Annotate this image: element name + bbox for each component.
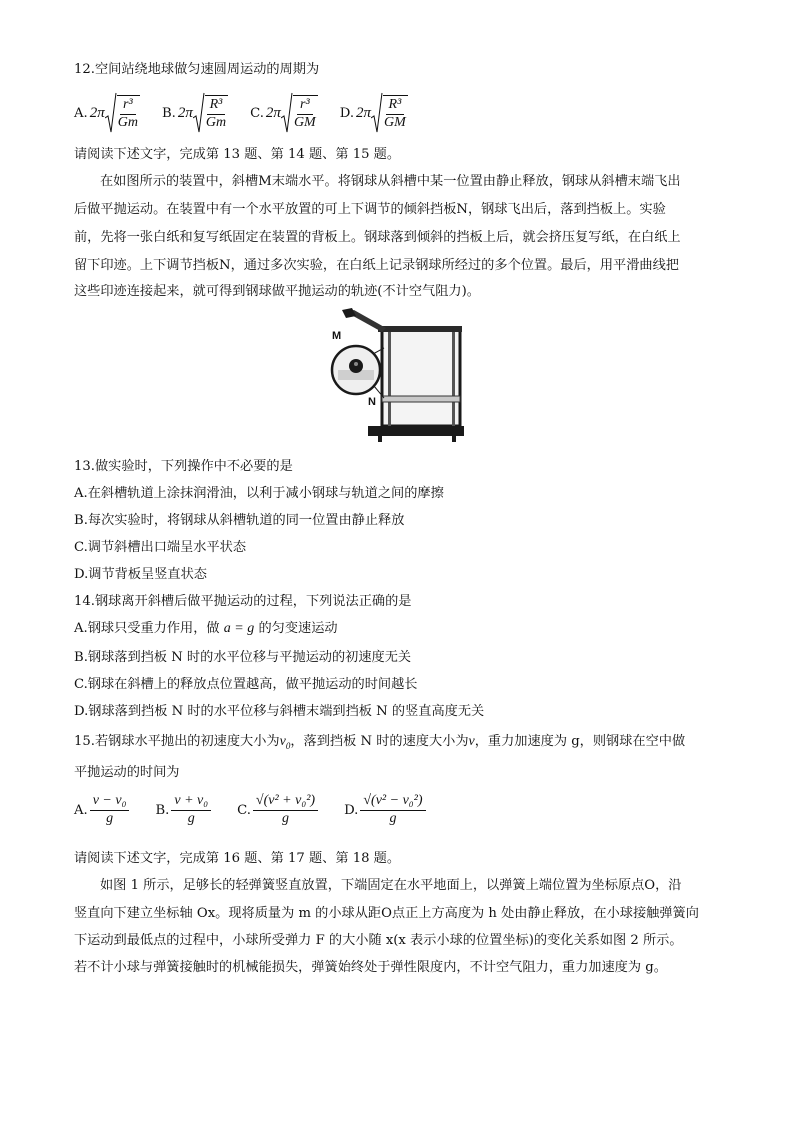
q15-v: v bbox=[468, 734, 475, 749]
q15-option-d-label: D. bbox=[344, 802, 359, 818]
q14-option-a-math: a = g bbox=[223, 621, 255, 636]
q15-stem-line-1 bbox=[74, 735, 685, 751]
q15-option-c-label: C. bbox=[237, 802, 251, 818]
sqrt-sign-icon bbox=[105, 92, 117, 134]
q15-option-b-label: B. bbox=[155, 802, 170, 818]
q14-option-b: B.钢球落到挡板 N 时的水平位移与平抛运动的初速度无关 bbox=[74, 650, 412, 665]
intro-13-15: 请阅读下述文字，完成第 13 题、第 14 题、第 15 题。 bbox=[74, 147, 401, 162]
q12-option-a-num: r³ bbox=[120, 98, 136, 115]
q15-options bbox=[74, 794, 448, 826]
q14-option-a-pre: A.钢球只受重力作用，做 bbox=[74, 621, 220, 636]
q15-option-a-label: A. bbox=[74, 802, 88, 818]
passage1-line-3: 前，先将一张白纸和复写纸固定在装置的背板上。钢球落到倾斜的挡板上后，就会挤压复写纸，在白纸上 bbox=[74, 230, 681, 245]
q12-option-c-num: r³ bbox=[297, 98, 313, 115]
q12-option-c bbox=[250, 92, 318, 134]
q14-option-a-post: 的匀变速运动 bbox=[258, 621, 338, 636]
q15-option-b bbox=[155, 794, 211, 826]
q15-option-c-frac bbox=[253, 794, 318, 826]
q12-option-a bbox=[74, 92, 140, 134]
q15-option-b-den: g bbox=[187, 810, 195, 826]
q12-option-d-prefix: 2π bbox=[356, 104, 372, 121]
apparatus-illustration bbox=[328, 308, 464, 448]
passage2-line-3: 下运动到最低点的过程中，小球所受弹力 F 的大小随 x(x 表示小球的位置坐标)的变化关系如图 2 所示。 bbox=[74, 933, 683, 948]
q15-option-a-num: v − v₀ bbox=[90, 794, 130, 811]
q12-option-b-den: Gm bbox=[205, 115, 227, 130]
q12-option-d-num: R³ bbox=[386, 98, 405, 115]
q12-option-c-prefix: 2π bbox=[265, 104, 281, 121]
q15-option-a-frac bbox=[90, 794, 130, 826]
sqrt-sign-icon bbox=[371, 92, 383, 134]
q15-option-b-num: v + v₀ bbox=[171, 794, 211, 811]
q15-option-a bbox=[74, 794, 129, 826]
passage1-line-5: 这些印迹连接起来，就可得到钢球做平抛运动的轨迹(不计空气阻力)。 bbox=[74, 284, 480, 299]
passage1-line-2: 后做平抛运动。在装置中有一个水平放置的可上下调节的倾斜挡板N，钢球飞出后，落到挡板上。实验 bbox=[74, 202, 666, 217]
q15-option-a-den: g bbox=[106, 810, 114, 826]
q12-option-b-radical bbox=[193, 92, 228, 134]
sqrt-sign-icon bbox=[193, 92, 205, 134]
q14-option-c: C.钢球在斜槽上的释放点位置越高，做平抛运动的时间越长 bbox=[74, 677, 418, 692]
q13-option-d: D.调节背板呈竖直状态 bbox=[74, 567, 207, 582]
intro-16-18: 请阅读下述文字，完成第 16 题、第 17 题、第 18 题。 bbox=[74, 851, 401, 866]
q15-v0-sub: 0 bbox=[285, 740, 291, 751]
q12-option-c-radical bbox=[281, 92, 318, 134]
q14-stem: 14.钢球离开斜槽后做平抛运动的过程，下列说法正确的是 bbox=[74, 594, 412, 609]
q13-stem: 13.做实验时，下列操作中不必要的是 bbox=[74, 459, 293, 474]
q15-stem-line-2: 平抛运动的时间为 bbox=[74, 765, 180, 780]
q15-option-c-den: g bbox=[282, 810, 289, 826]
q15-option-d bbox=[344, 794, 425, 826]
q12-option-c-den: GM bbox=[293, 115, 316, 130]
q15-stem-part-2: ，落到挡板 N 时的速度大小为 bbox=[290, 734, 469, 749]
q12-option-b bbox=[162, 92, 228, 134]
q15-option-c bbox=[237, 794, 318, 826]
passage2-line-4: 若不计小球与弹簧接触时的机械能损失，弹簧始终处于弹性限度内，不计空气阻力，重力加速度为 g。 bbox=[74, 960, 667, 975]
q12-option-a-radical bbox=[105, 92, 140, 134]
q12-option-d-radical bbox=[371, 92, 408, 134]
q15-stem-part-3: ，重力加速度为 g，则钢球在空中做 bbox=[474, 734, 686, 749]
q14-option-a bbox=[74, 622, 338, 636]
q12-option-d bbox=[340, 92, 408, 134]
passage1-line-1: 在如图所示的装置中，斜槽M末端水平。将钢球从斜槽中某一位置由静止释放，钢球从斜槽末端飞出 bbox=[100, 174, 681, 189]
q15-option-c-num: √(v² + v₀²) bbox=[253, 794, 318, 811]
sqrt-sign-icon bbox=[281, 92, 293, 134]
q15-option-d-frac bbox=[360, 794, 425, 826]
q15-option-d-den: g bbox=[389, 810, 397, 826]
q12-option-a-den: Gm bbox=[117, 115, 138, 130]
q12-options bbox=[74, 92, 430, 134]
q12-option-b-num: R³ bbox=[207, 98, 226, 115]
passage2-line-2: 竖直向下建立坐标轴 Ox。现将质量为 m 的小球从距O点正上方高度为 h 处由静止释放，在小球接触弹簧向 bbox=[74, 906, 699, 921]
apparatus-figure bbox=[328, 308, 464, 448]
q12-option-d-den: GM bbox=[384, 115, 406, 130]
figure-label-n: N bbox=[368, 396, 376, 408]
q13-option-c: C.调节斜槽出口端呈水平状态 bbox=[74, 540, 247, 555]
q12-option-c-label: C. bbox=[250, 105, 264, 121]
q12-option-a-label: A. bbox=[74, 105, 88, 121]
q15-option-d-num: √(v² − v₀²) bbox=[360, 794, 425, 811]
q15-v0 bbox=[280, 734, 291, 749]
passage1-line-4: 留下印迹。上下调节挡板N，通过多次实验，在白纸上记录钢球所经过的多个位置。最后，用平滑曲线把 bbox=[74, 258, 679, 273]
q15-option-b-frac bbox=[171, 794, 211, 826]
q13-option-a: A.在斜槽轨道上涂抹润滑油，以利于减小钢球与轨道之间的摩擦 bbox=[74, 486, 444, 501]
q12-option-a-prefix: 2π bbox=[89, 104, 105, 121]
figure-label-m: M bbox=[332, 330, 342, 342]
q14-option-d: D.钢球落到挡板 N 时的水平位移与斜槽末端到挡板 N 的竖直高度无关 bbox=[74, 704, 485, 719]
q13-option-b: B.每次实验时，将钢球从斜槽轨道的同一位置由静止释放 bbox=[74, 513, 405, 528]
passage2-line-1: 如图 1 所示，足够长的轻弹簧竖直放置，下端固定在水平地面上，以弹簧上端位置为坐标原点O，沿 bbox=[100, 878, 682, 893]
q12-option-b-label: B. bbox=[161, 105, 176, 121]
q12-option-d-label: D. bbox=[339, 105, 355, 121]
q15-stem-part-1: 15.若钢球水平抛出的初速度大小为 bbox=[74, 734, 280, 749]
q12-stem: 12.空间站绕地球做匀速圆周运动的周期为 bbox=[74, 62, 320, 77]
q15-v0-symbol: v bbox=[279, 734, 286, 749]
q12-option-b-prefix: 2π bbox=[177, 104, 193, 121]
